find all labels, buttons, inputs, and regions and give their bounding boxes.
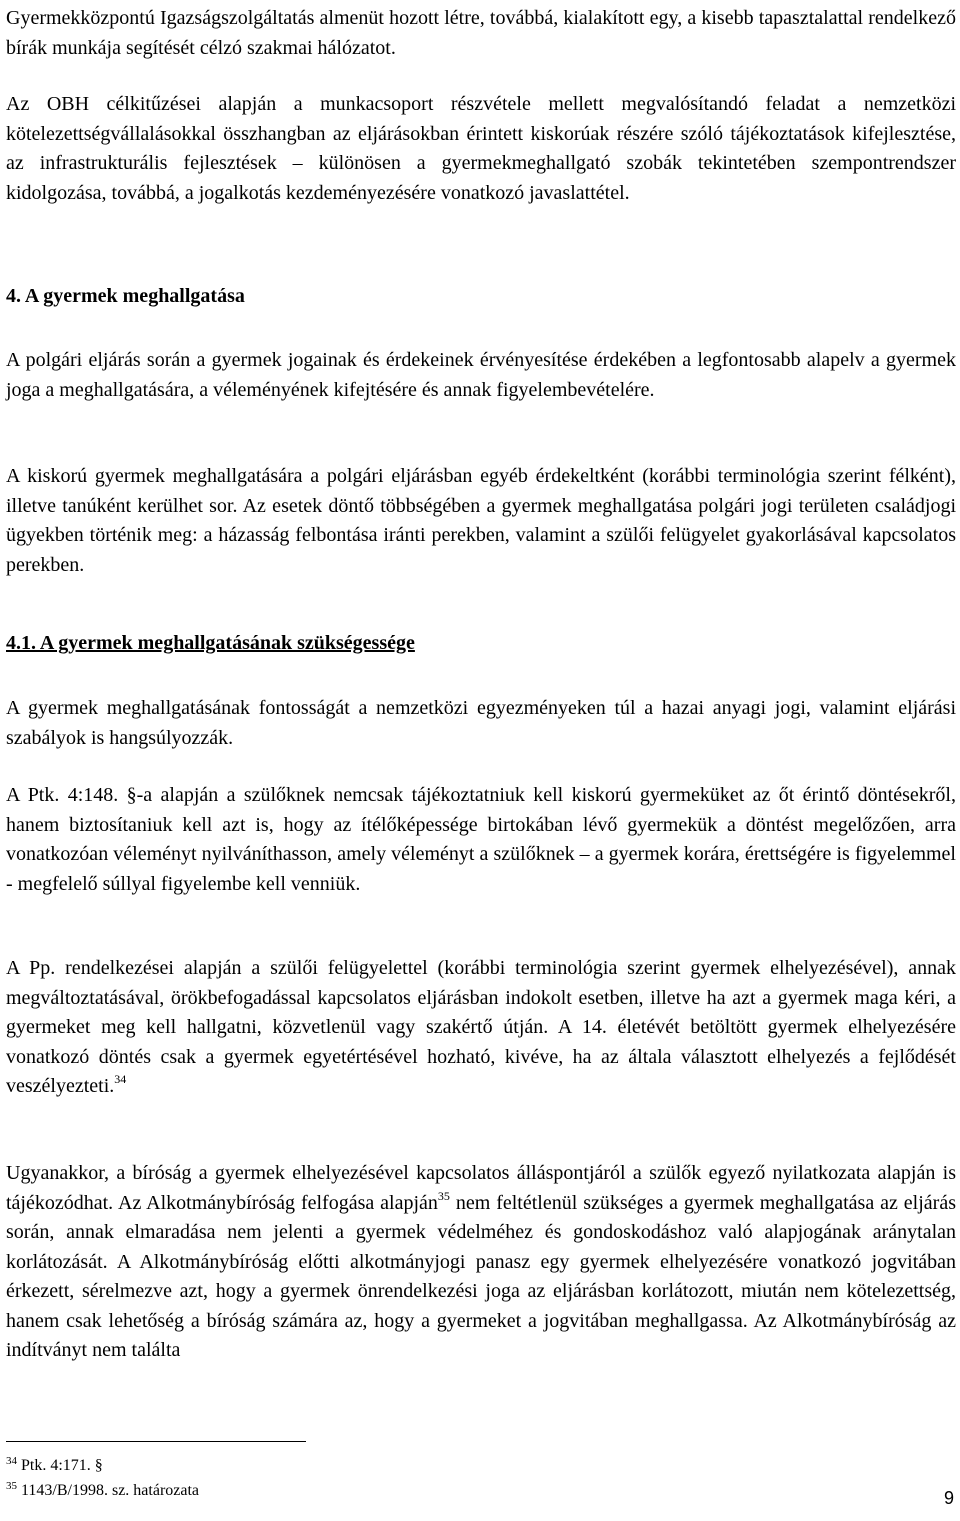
- paragraph-pp-text: A Pp. rendelkezései alapján a szülői felügyelettel (korábbi terminológia szerint gyermek elhelyezésével), annak megváltoztatásával, örökbefogadással kapcsolatos eljárásban indokolt esetben, illetve ha azt a gyermek maga kéri, a gyermeket meg kell hallgatni, közvetlenül vagy szakértő útján. A 14. életévét betöltött gyermek elhelyezésére vonatkozó döntés csak a gyermek egyetértésével hozható, kivéve, ha az általa választott elhelyezés a fejlődését veszélyezteti.: [6, 957, 956, 1097]
- footnote-text: 1143/B/1998. sz. határozata: [21, 1482, 200, 1499]
- paragraph-cc-text-a: Ugyanakkor, a bíróság a gyermek elhelyezésével kapcsolatos álláspontjáról a szülők egyező nyilatkozata alapján is tájékozódhat. Az Alkotmánybíróság felfogása alapján: [6, 1162, 956, 1214]
- section-heading-4-1-text: 4.1. A gyermek meghallgatásának szükségessége: [6, 632, 415, 654]
- footnote-35: [6, 1481, 199, 1501]
- paragraph-cc-text-b: nem feltétlenül szükséges a gyermek meghallgatása az eljárás során, annak elmaradása nem jelenti a gyermek védelméhez és gondoskodáshoz való alapjogának aránytalan korlátozását. A Alkotmánybíróság előtti alkotmányjogi panasz egy gyermek elhelyezésére vonatkozó jogvitában érkezett, sérelmezve azt, hogy a gyermek önrendelkezési joga az eljárásban korlátozott, miután nem kötelezettség, hanem csak lehetőség a bíróság számára az, hogy a gyermeket a jogvitában meghallgassa. Az Alkotmánybíróság az indítványt nem találta: [6, 1191, 956, 1361]
- footnote-ref-34[interactable]: 34: [114, 1072, 127, 1086]
- page-number: 9: [943, 1488, 954, 1508]
- paragraph-civil-procedure: A polgári eljárás során a gyermek jogainak és érdekeinek érvényesítése érdekében a legfontosabb alapelv a gyermek joga a meghallgatására, a véleményének kifejtésére és annak figyelembevételére.: [6, 349, 956, 401]
- paragraph-obh-goals: Az OBH célkitűzései alapján a munkacsoport részvétele mellett megvalósítandó feladat a nemzetközi kötelezettségvállalásokkal összhangban az eljárásokban érintett kiskorúak részére szóló tájékoztatások kifejlesztése, az infrastrukturális fejlesztések – különösen a gyermekmeghallgató szobák tekintetében szempontrendszer kidolgozása, továbbá, a jogalkotás kezdeményezésére vonatkozó javaslattétel.: [6, 93, 956, 204]
- section-heading-4-1: [6, 632, 415, 655]
- paragraph-constitutional-court: [6, 1159, 956, 1366]
- footnote-ref-35[interactable]: 35: [437, 1188, 450, 1203]
- footnote-text: Ptk. 4:171. §: [21, 1457, 103, 1474]
- footnote-number: 34: [6, 1455, 17, 1467]
- paragraph-intro-continuation: Gyermekközpontú Igazságszolgáltatás almenüt hozott létre, továbbá, kialakított egy, a kisebb tapasztalattal rendelkező bírák munkája segítését célzó szakmai hálózatot.: [6, 7, 956, 59]
- section-heading-4: 4. A gyermek meghallgatása: [6, 285, 245, 307]
- paragraph-pp: [6, 954, 956, 1102]
- footnote-34: [6, 1456, 103, 1476]
- paragraph-importance: A gyermek meghallgatásának fontosságát a nemzetközi egyezményeken túl a hazai anyagi jogi, valamint eljárási szabályok is hangsúlyozzák.: [6, 697, 956, 749]
- footnote-divider: [6, 1441, 306, 1442]
- footnote-number: 35: [6, 1480, 17, 1492]
- paragraph-ptk: A Ptk. 4:148. §-a alapján a szülőknek nemcsak tájékoztatniuk kell kiskorú gyermeküket az őt érintő döntésekről, hanem biztosítaniuk kell azt is, hogy az ítélőképessége birtokában lévő gyermekük a döntést megelőzően, arra vonatkozóan véleményt nyilváníthasson, amely véleményt a szülőknek – a gyermek korára, érettségére is figyelemmel - megfelelő súllyal figyelembe kell venniük.: [6, 784, 956, 895]
- paragraph-minor-hearing: A kiskorú gyermek meghallgatására a polgári eljárásban egyéb érdekeltként (korábbi terminológia szerint félként), illetve tanúként kerülhet sor. Az esetek döntő többségében a gyermek meghallgatása polgári jogi területen családjogi ügyekben történik meg: a házasság felbontása iránti perekben, valamint a szülői felügyelet gyakorlásával kapcsolatos perekben.: [6, 465, 956, 576]
